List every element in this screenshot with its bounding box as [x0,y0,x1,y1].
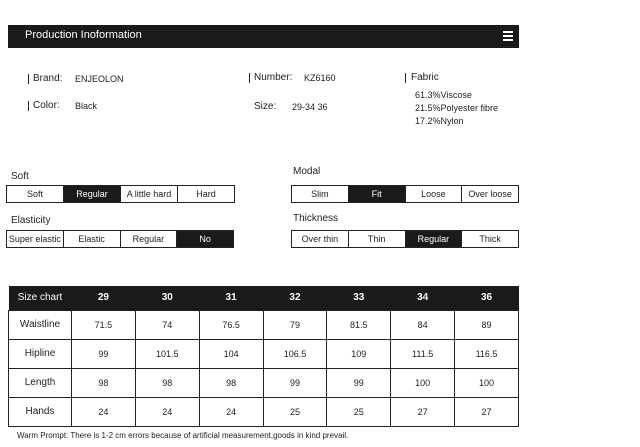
number-label: Number: [254,72,293,83]
brand-value: ENJEOLON [75,74,124,84]
size-header-cell: 32 [263,286,327,310]
modal-option-0: Slim [292,186,349,202]
soft-label: Soft [11,171,29,182]
fabric-line: 61.3%Viscose [415,90,472,100]
elasticity-scale [6,230,234,248]
color-marker [28,101,29,111]
size-chart-table [8,286,519,427]
row-label: Length [9,368,72,397]
elasticity-option-3: No [177,231,233,247]
size-cell: 98 [72,368,136,397]
size-cell: 98 [135,368,199,397]
table-row [9,310,519,339]
elasticity-option-1: Elastic [64,231,121,247]
size-cell: 71.5 [72,310,136,339]
row-label: Hipline [9,339,72,368]
table-row [9,397,519,426]
size-chart-header: Size chart [9,286,72,310]
fabric-line: 17.2%Nylon [415,116,464,126]
table-row [9,368,519,397]
elasticity-label: Elasticity [11,215,51,226]
size-cell: 101.5 [135,339,199,368]
size-cell: 106.5 [263,339,327,368]
color-value: Black [75,101,98,111]
size-chart-header-row [9,286,519,310]
fabric-label: Fabric [411,72,439,83]
brand-marker [28,74,29,84]
thickness-scale [291,230,519,248]
brand-label: Brand: [33,73,63,84]
fabric-line: 21.5%Polyester fibre [415,103,499,113]
warm-prompt: Warm Prompt: There is 1-2 cm errors because of artificial measurement,goods in kind prevail. [17,431,349,440]
size-cell: 98 [199,368,263,397]
size-cell: 24 [135,397,199,426]
size-cell: 84 [391,310,455,339]
size-cell: 99 [327,368,391,397]
table-row [9,339,519,368]
number-value: KZ6160 [304,73,336,83]
soft-option-3: Hard [196,189,216,199]
size-header-cell: 31 [199,286,263,310]
thickness-option-2: Regular [406,231,463,247]
header-bar [8,25,519,48]
row-label: Hands [9,397,72,426]
soft-option-1: Regular [64,186,121,202]
size-cell: 99 [263,368,327,397]
size-header-cell: 30 [135,286,199,310]
row-label: Waistline [9,310,72,339]
size-cell: 76.5 [199,310,263,339]
size-header-cell: 36 [455,286,519,310]
fabric-marker [405,73,406,83]
modal-option-2: Loose [406,186,463,202]
modal-scale [291,185,519,203]
size-cell: 24 [199,397,263,426]
size-cell: 27 [455,397,519,426]
size-cell: 74 [135,310,199,339]
thickness-option-0: Over thin [292,231,349,247]
size-label: Size: [254,101,277,112]
header-title: Production Inoformation [25,29,142,41]
size-cell: 81.5 [327,310,391,339]
size-cell: 25 [263,397,327,426]
modal-label: Modal [293,166,321,177]
number-marker [249,73,250,83]
size-cell: 116.5 [455,339,519,368]
soft-option-2: A little hard [121,186,178,202]
size-cell: 104 [199,339,263,368]
size-cell: 25 [327,397,391,426]
thickness-option-3: Thick [479,234,501,244]
size-cell: 27 [391,397,455,426]
size-cell: 109 [327,339,391,368]
size-cell: 24 [72,397,136,426]
soft-scale [6,185,235,203]
size-cell: 99 [72,339,136,368]
size-value: 29-34 36 [292,102,328,112]
size-cell: 79 [263,310,327,339]
modal-option-1: Fit [349,186,406,202]
elasticity-option-2: Regular [121,231,178,247]
soft-option-0: Soft [7,186,64,202]
modal-option-3: Over loose [468,189,512,199]
menu-icon[interactable] [503,31,513,42]
color-label: Color: [33,100,60,111]
size-header-cell: 34 [391,286,455,310]
thickness-option-1: Thin [349,231,406,247]
size-header-cell: 29 [72,286,136,310]
size-header-cell: 33 [327,286,391,310]
size-cell: 100 [455,368,519,397]
elasticity-option-0: Super elastic [7,231,64,247]
size-cell: 89 [455,310,519,339]
thickness-label: Thickness [293,213,339,224]
size-cell: 111.5 [391,339,455,368]
size-cell: 100 [391,368,455,397]
